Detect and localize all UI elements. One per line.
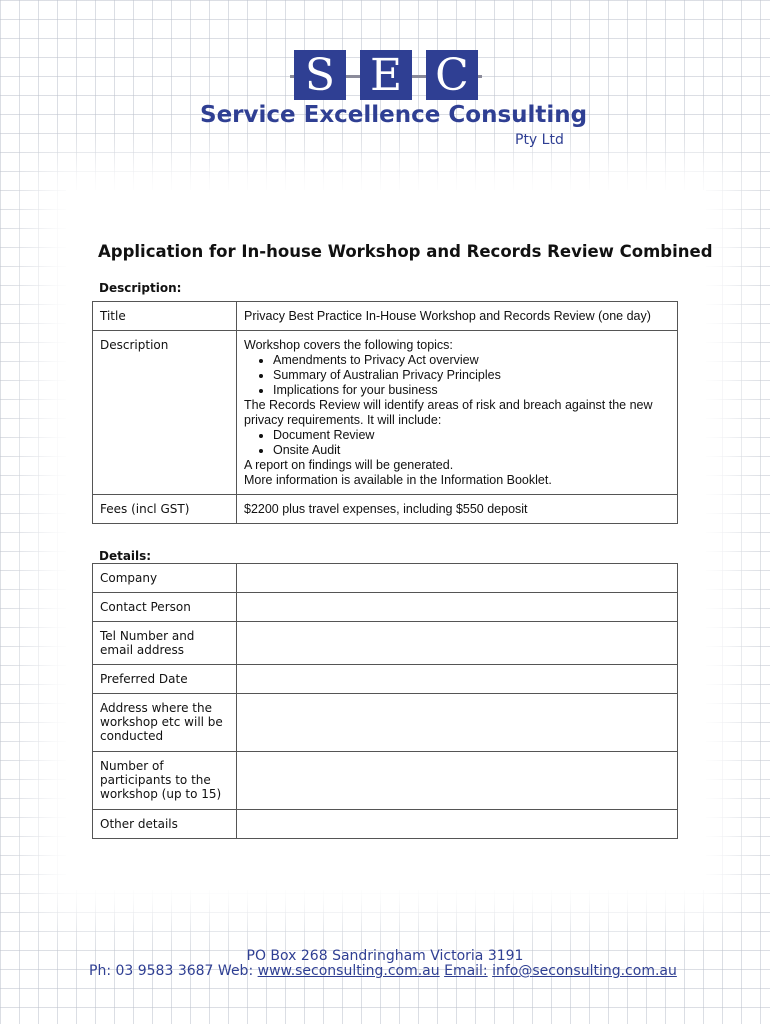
- table-row: [93, 752, 678, 810]
- table-row: [93, 564, 678, 593]
- footer-web-link[interactable]: www.seconsulting.com.au: [257, 963, 440, 979]
- review-intro: The Records Review will identify areas of risk and breach against the new privacy requirements. It will include:: [244, 398, 653, 427]
- table-row: [93, 302, 678, 331]
- description-section-label: Description:: [99, 281, 182, 295]
- participants-field[interactable]: [237, 752, 678, 810]
- table-row: [93, 622, 678, 665]
- footer-address: PO Box 268 Sandringham Victoria 3191: [246, 948, 524, 964]
- review-list: [244, 428, 671, 458]
- page-title: Application for In-house Workshop and Records Review Combined: [98, 242, 713, 261]
- fees-label: Fees (incl GST): [93, 495, 237, 524]
- footer-phone: Ph: 03 9583 3687: [89, 963, 214, 979]
- footer-email-link[interactable]: info@seconsulting.com.au: [492, 963, 677, 979]
- table-row: [93, 593, 678, 622]
- title-value: Privacy Best Practice In-House Workshop and Records Review (one day): [237, 302, 678, 331]
- table-row: [93, 495, 678, 524]
- description-table: [92, 301, 678, 524]
- table-row: [93, 694, 678, 752]
- table-row: [93, 331, 678, 495]
- logo-letter-c: C: [426, 50, 478, 100]
- list-item: • Summary of Australian Privacy Principles: [273, 368, 671, 383]
- company-logo: [200, 48, 588, 158]
- company-label: Company: [93, 564, 237, 593]
- address-label: Address where the workshop etc will be conducted: [93, 694, 237, 752]
- logo-letter-s: S: [294, 50, 346, 100]
- other-details-field[interactable]: [237, 810, 678, 839]
- footer-web-label: Web:: [217, 963, 254, 979]
- description-value: [237, 331, 678, 495]
- list-item: • Document Review: [273, 428, 671, 443]
- contact-person-label: Contact Person: [93, 593, 237, 622]
- title-label: Title: [93, 302, 237, 331]
- company-field[interactable]: [237, 564, 678, 593]
- logo-letter-e: E: [360, 50, 412, 100]
- address-field[interactable]: [237, 694, 678, 752]
- footer-email-label: Email:: [444, 963, 488, 979]
- company-name: Service Excellence Consulting: [200, 102, 588, 128]
- description-label: Description: [93, 331, 237, 495]
- preferred-date-label: Preferred Date: [93, 665, 237, 694]
- details-table: [92, 563, 678, 839]
- company-suffix: Pty Ltd: [515, 132, 564, 148]
- table-row: [93, 665, 678, 694]
- workshop-intro: Workshop covers the following topics:: [244, 338, 453, 352]
- contact-person-field[interactable]: [237, 593, 678, 622]
- details-section-label: Details:: [99, 549, 152, 563]
- topics-list: [244, 353, 671, 398]
- preferred-date-field[interactable]: [237, 665, 678, 694]
- list-item: • Implications for your business: [273, 383, 671, 398]
- tel-email-field[interactable]: [237, 622, 678, 665]
- participants-label: Number of participants to the workshop (up to 15): [93, 752, 237, 810]
- list-item: • Amendments to Privacy Act overview: [273, 353, 671, 368]
- fees-value: $2200 plus travel expenses, including $550 deposit: [237, 495, 678, 524]
- report-line: A report on findings will be generated.: [244, 458, 454, 472]
- more-info-line: More information is available in the Information Booklet.: [244, 473, 552, 487]
- list-item: • Onsite Audit: [273, 443, 671, 458]
- other-details-label: Other details: [93, 810, 237, 839]
- tel-email-label: Tel Number and email address: [93, 622, 237, 665]
- footer-contact: [89, 963, 677, 979]
- table-row: [93, 810, 678, 839]
